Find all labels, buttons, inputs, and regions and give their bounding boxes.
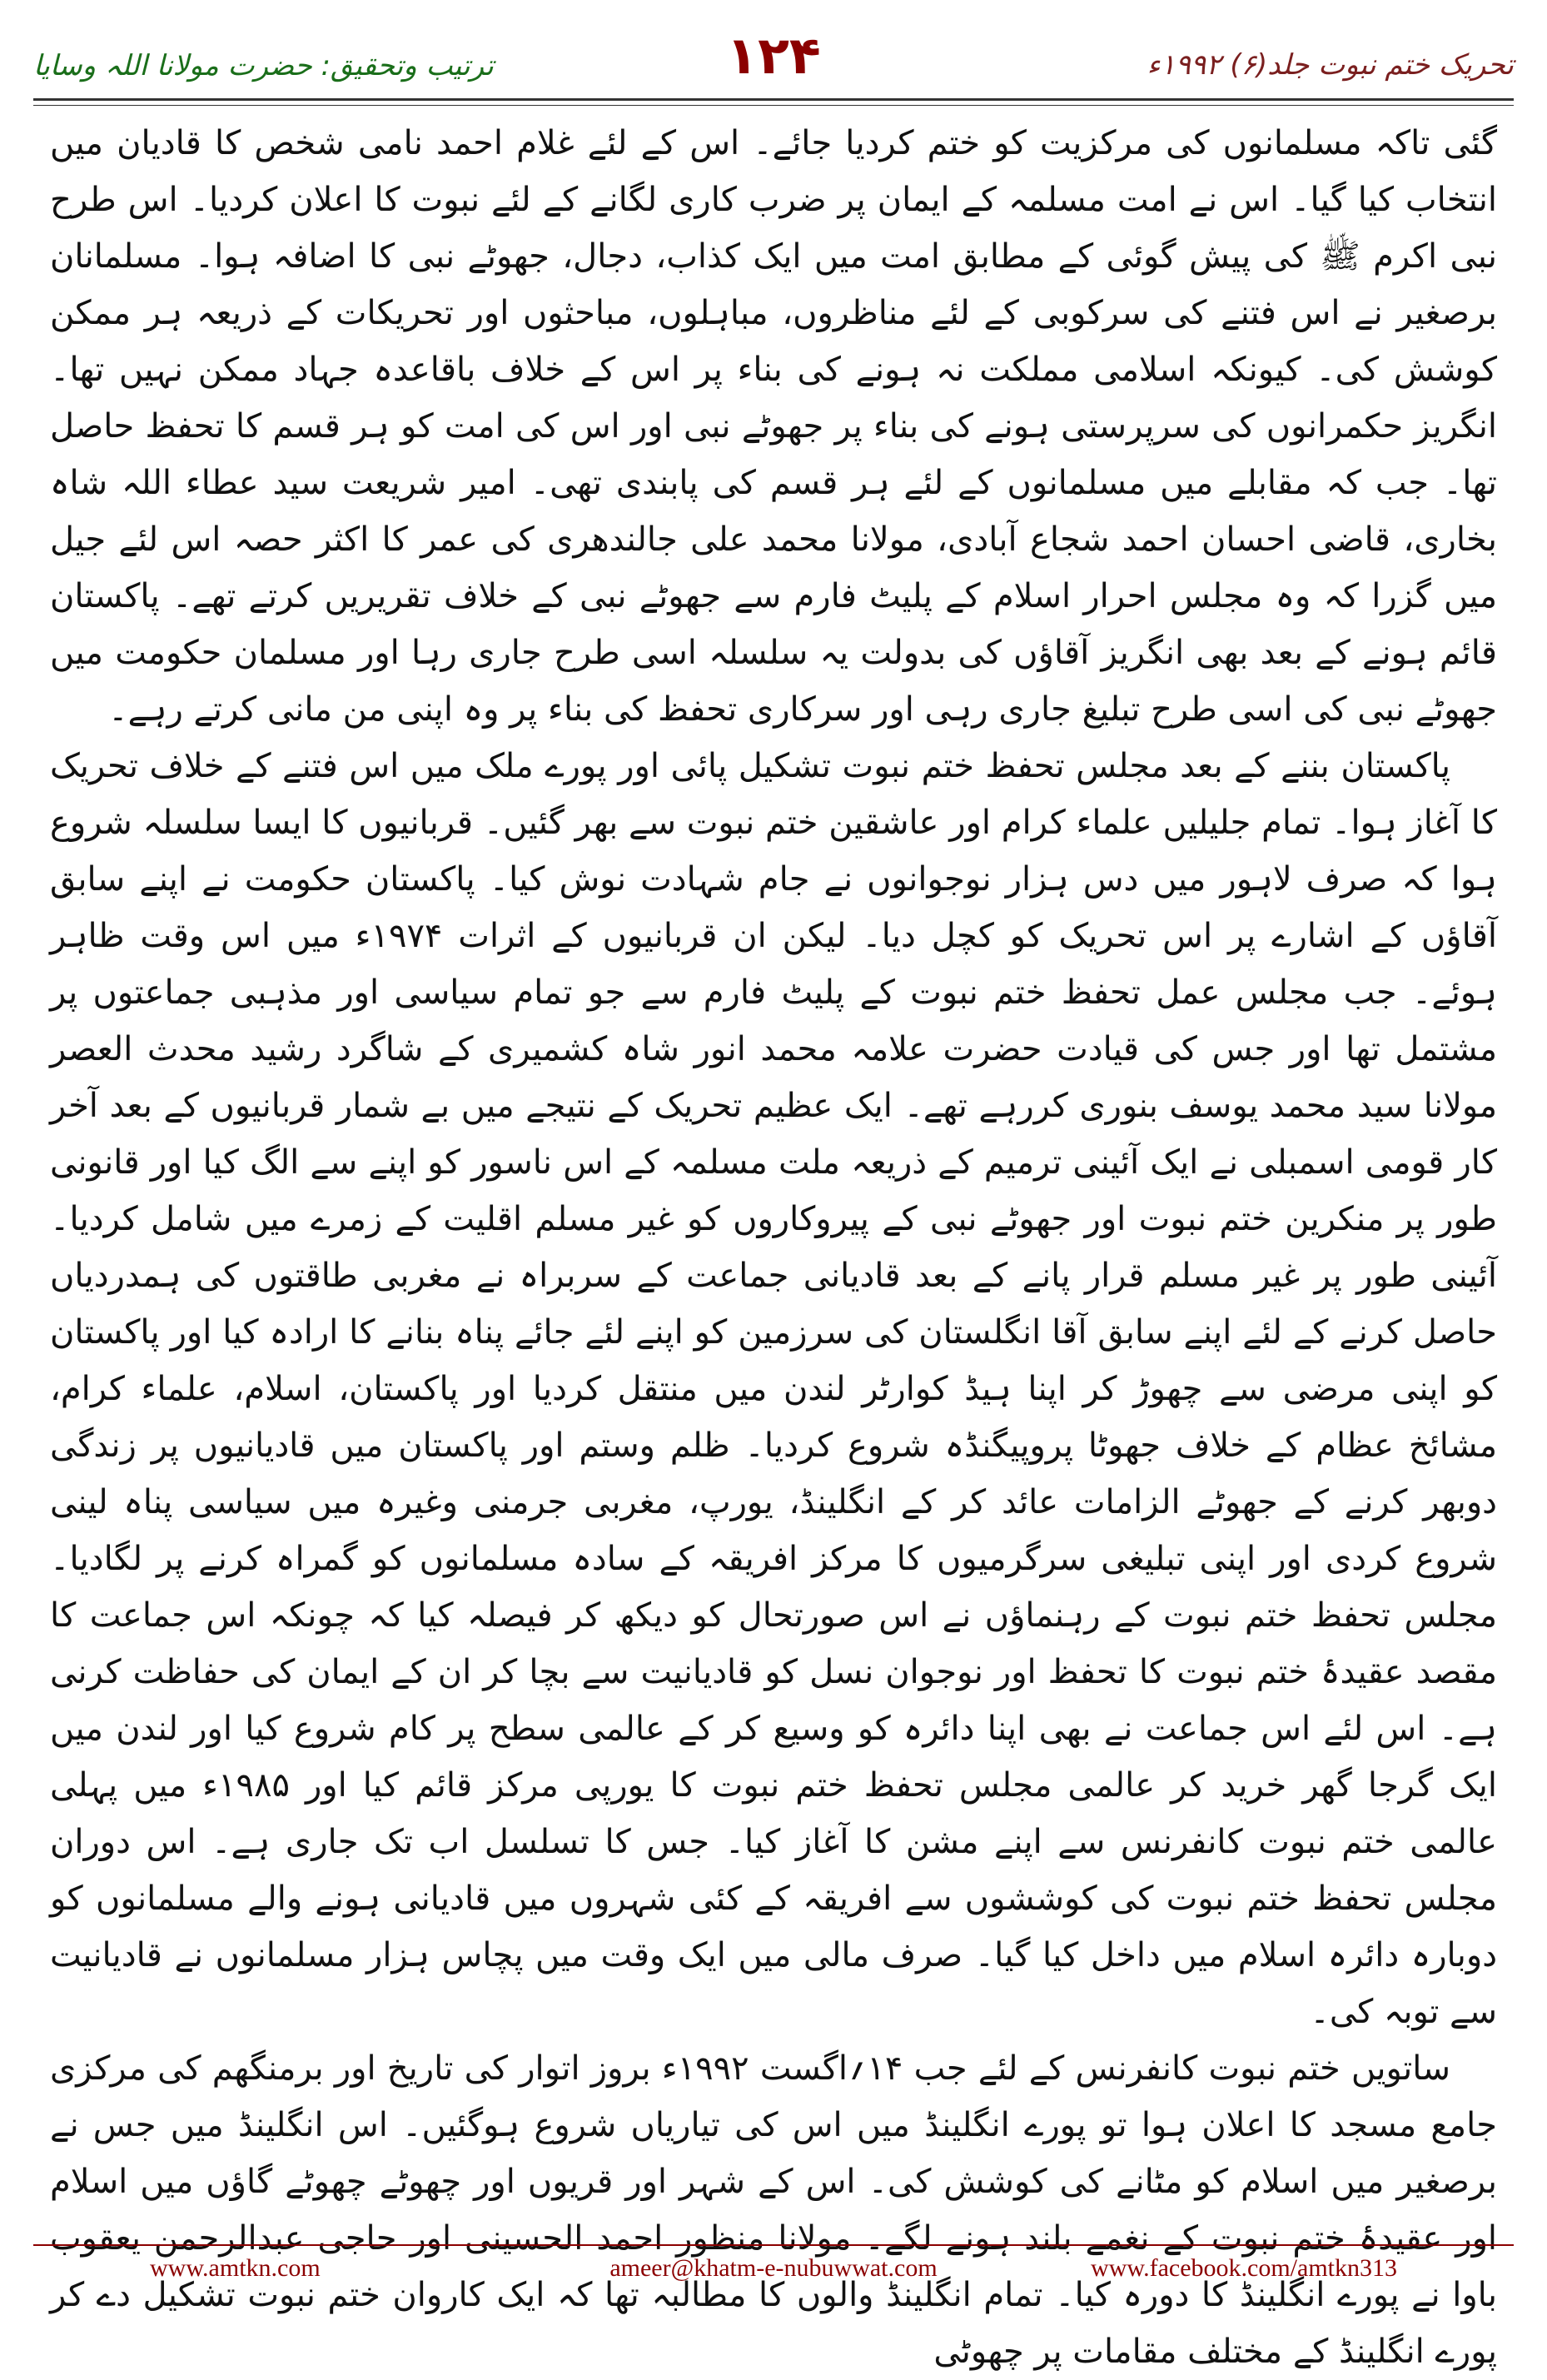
email-link[interactable]: ameer@khatm-e-nubuwwat.com bbox=[609, 2254, 938, 2282]
footer-rule bbox=[33, 2244, 1514, 2246]
book-title: تحریک ختم نبوت جلد(۶) ۱۹۹۲ء bbox=[1147, 48, 1514, 82]
paragraph: گئی تاکہ مسلمانوں کی مرکزیت کو ختم کردیا جائے۔ اس کے لئے غلام احمد نامی شخص کا قادیان میں انتخاب کیا گیا۔ اس نے امت مسلمہ کے ایمان پر ضرب کاری لگانے کے لئے نبوت کا اعلان کردیا۔ اس طرح نبی اکرم ﷺ کی پیش گوئی کے مطابق امت میں ایک کذاب، دجال، جھوٹے نبی کا اضافہ ہوا۔ مسلمانان برصغیر نے اس فتنے کی سرکوبی کے لئے مناظروں، مباہلوں، مباحثوں اور تحریکات کے ذریعہ ہر ممکن کوشش کی۔ کیونکہ اسلامی مملکت نہ ہونے کی بناء پر اس کے خلاف باقاعدہ جہاد ممکن نہیں تھا۔ انگریز حکمرانوں کی سرپرستی ہونے کی بناء پر جھوٹے نبی اور اس کی امت کو ہر قسم کا تحفظ حاصل تھا۔ جب کہ مقابلے میں مسلمانوں کے لئے ہر قسم کی پابندی تھی۔ امیر شریعت سید عطاء اللہ شاہ بخاری، قاضی احسان احمد شجاع آبادی، مولانا محمد علی جالندھری کی عمر کا اکثر حصہ اس لئے جیل میں گزرا کہ وہ مجلس احرار اسلام کے پلیٹ فارم سے جھوٹے نبی کے خلاف تقریریں کرتے تھے۔ پاکستان قائم ہونے کے بعد بھی انگریز آقاؤں کی بدولت یہ سلسلہ اسی طرح جاری رہا اور مسلمان حکومت میں جھوٹے نبی کی اسی طرح تبلیغ جاری رہی اور سرکاری تحفظ کی بناء پر وہ اپنی من مانی کرتے رہے۔ bbox=[50, 124, 1498, 729]
paragraph: پاکستان بننے کے بعد مجلس تحفظ ختم نبوت تشکیل پائی اور پورے ملک میں اس فتنے کے خلاف تحریک کا آغاز ہوا۔ تمام جلیلیں علماء کرام اور عاشقین ختم نبوت سے بھر گئیں۔ قربانیوں کا ایسا سلسلہ شروع ہوا کہ صرف لاہور میں دس ہزار نوجوانوں نے جام شہادت نوش کیا۔ پاکستان حکومت نے اپنے سابق آقاؤں کے اشارے پر اس تحریک کو کچل دیا۔ لیکن ان قربانیوں کے اثرات ۱۹۷۴ء میں اس وقت ظاہر ہوئے۔ جب مجلس عمل تحفظ ختم نبوت کے پلیٹ فارم سے جو تمام سیاسی اور مذہبی جماعتوں پر مشتمل تھا اور جس کی قیادت حضرت علامہ محمد انور شاہ کشمیری کے شاگرد رشید محدث العصر مولانا سید محمد یوسف بنوری کررہے تھے۔ ایک عظیم تحریک کے نتیجے میں بے شمار قربانیوں کے بعد آخر کار قومی اسمبلی نے ایک آئینی ترمیم کے ذریعہ ملت مسلمہ کے اس ناسور کو اپنے سے الگ کیا اور قانونی طور پر منکرین ختم نبوت اور جھوٹے نبی کے پیروکاروں کو غیر مسلم اقلیت کے زمرے میں شامل کردیا۔ آئینی طور پر غیر مسلم قرار پانے کے بعد قادیانی جماعت کے سربراہ نے مغربی طاقتوں کی ہمدردیاں حاصل کرنے کے لئے اپنے سابق آقا انگلستان کی سرزمین کو اپنے لئے جائے پناہ بنانے کا ارادہ کیا اور پاکستان کو اپنی مرضی سے چھوڑ کر اپنا ہیڈ کوارٹر لندن میں منتقل کردیا اور پاکستان، اسلام، علماء کرام، مشائخ عظام کے خلاف جھوٹا پروپیگنڈہ شروع کردیا۔ ظلم وستم اور پاکستان میں قادیانیوں پر زندگی دوبھر کرنے کے جھوٹے الزامات عائد کر کے انگلینڈ، یورپ، مغربی جرمنی وغیرہ میں سیاسی پناہ لینی شروع کردی اور اپنی تبلیغی سرگرمیوں کا مرکز افریقہ کے سادہ مسلمانوں کو گمراہ کرنے پر لگادیا۔ مجلس تحفظ ختم نبوت کے رہنماؤں نے اس صورتحال کو دیکھ کر فیصلہ کیا کہ چونکہ اس جماعت کا مقصد عقیدۂ ختم نبوت کا تحفظ اور نوجوان نسل کو قادیانیت سے بچا کر ان کے ایمان کی حفاظت کرنی ہے۔ اس لئے اس جماعت نے بھی اپنا دائرہ کو وسیع کر کے عالمی سطح پر کام شروع کیا اور لندن میں ایک گرجا گھر خرید کر عالمی مجلس تحفظ ختم نبوت کا یورپی مرکز قائم کیا اور ۱۹۸۵ء میں پہلی عالمی ختم نبوت کانفرنس سے اپنے مشن کا آغاز کیا۔ جس کا تسلسل اب تک جاری ہے۔ اس دوران مجلس تحفظ ختم نبوت کی کوششوں سے افریقہ کے کئی شہروں میں قادیانی ہونے والے مسلمانوں کو دوبارہ دائرہ اسلام میں داخل کیا گیا۔ صرف مالی میں ایک وقت میں پچاس ہزار مسلمانوں نے قادیانیت سے توبہ کی۔ bbox=[50, 747, 1498, 2031]
paragraph: ساتویں ختم نبوت کانفرنس کے لئے جب ۱۴؍اگست ۱۹۹۲ء بروز اتوار کی تاریخ اور برمنگھم کی مرکزی جامع مسجد کا اعلان ہوا تو پورے انگلینڈ میں اس کی تیاریاں شروع ہوگئیں۔ اس انگلینڈ میں جس نے برصغیر میں اسلام کو مٹانے کی کوشش کی۔ اس کے شہر اور قریوں اور چھوٹے چھوٹے گاؤں میں اسلام اور عقیدۂ ختم نبوت کے نغمے بلند ہونے لگے۔ مولانا منظور احمد الحسینی اور حاجی عبدالرحمن یعقوب باوا نے پورے انگلینڈ کا دورہ کیا۔ تمام انگلینڈ والوں کا مطالبہ تھا کہ ایک کاروان ختم نبوت تشکیل دے کر پورے انگلینڈ کے مختلف مقامات پر چھوٹی bbox=[50, 2049, 1497, 2371]
header-rule-thin bbox=[33, 105, 1514, 106]
header-rule bbox=[33, 98, 1514, 101]
compiler-credit: ترتیب وتحقیق: حضرت مولانا اللہ وسایا bbox=[33, 49, 494, 82]
website-link[interactable]: www.amtkn.com bbox=[150, 2254, 321, 2282]
page-footer bbox=[33, 2244, 1514, 2294]
page-header bbox=[33, 25, 1514, 108]
facebook-link[interactable]: www.facebook.com/amtkn313 bbox=[1091, 2254, 1397, 2282]
page-number: ۱۲۴ bbox=[726, 25, 821, 86]
